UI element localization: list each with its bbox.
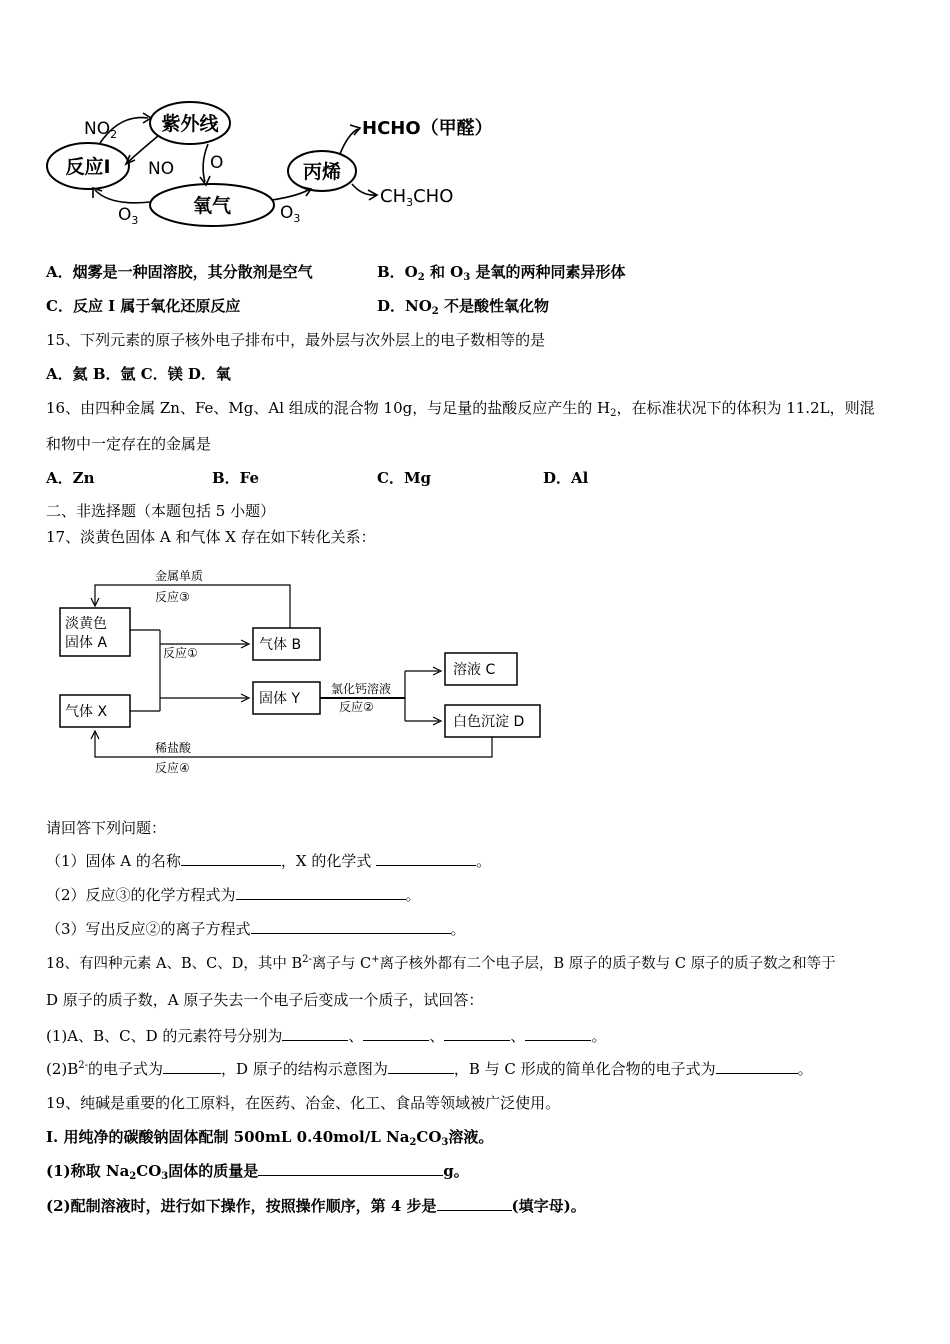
blank-element-b[interactable] bbox=[363, 1026, 429, 1041]
blank-step-4[interactable] bbox=[437, 1196, 512, 1211]
q16-option-c: C．Mg bbox=[377, 469, 432, 487]
q14-option-a: A．烟雾是一种固溶胶，其分散剂是空气 bbox=[46, 263, 313, 281]
q17-part1: （1）固体 A 的名称 ，X 的化学式 。 bbox=[46, 852, 492, 870]
q16-stem-line2: 和物中一定存在的金属是 bbox=[46, 435, 212, 453]
q17-flow-diagram bbox=[55, 565, 550, 780]
reaction2-label: 反应② bbox=[339, 700, 374, 714]
o3-left-label: $O_3$ bbox=[118, 205, 139, 227]
q16-stem: 16、由四种金属 Zn、Fe、Mg、Al 组成的混合物 10g，与足量的盐酸反应产生的 $H_2$，在标准状况下的体积为 11.2L，则混 bbox=[46, 399, 875, 419]
smog-reaction-diagram bbox=[40, 96, 510, 236]
section-2-heading: 二、非选择题（本题包括 5 小题） bbox=[46, 502, 276, 520]
solid-a-line1: 淡黄色 bbox=[65, 616, 107, 632]
q16-option-d: D．Al bbox=[543, 469, 589, 487]
hcho-label: HCHO（甲醛） bbox=[362, 118, 493, 139]
q17-part2: （2）反应③的化学方程式为 。 bbox=[46, 886, 421, 904]
q19-stem: 19、纯碱是重要的化工原料，在医药、冶金、化工、食品等领域被广泛使用。 bbox=[46, 1094, 561, 1112]
blank-d-structure[interactable] bbox=[388, 1059, 454, 1074]
blank-element-a[interactable] bbox=[282, 1026, 348, 1041]
blank-element-c[interactable] bbox=[444, 1026, 510, 1041]
solid-a-line2: 固体 A bbox=[65, 635, 108, 651]
reaction1-label: 反应① bbox=[163, 646, 198, 660]
gas-b-label: 气体 B bbox=[259, 637, 302, 653]
o-label: O bbox=[210, 153, 224, 173]
q18-part2: $(2)B^{2-}$的电子式为 ，D 原子的结构示意图为 ，B 与 C 形成的简单化合物的电子式为 。 bbox=[46, 1060, 813, 1078]
q15-stem: 15、下列元素的原子核外电子排布中，最外层与次外层上的电子数相等的是 bbox=[46, 331, 546, 349]
q14-option-c: C．反应 I 属于氧化还原反应 bbox=[46, 297, 241, 315]
no2-label: $NO_2$ bbox=[84, 119, 118, 141]
solution-c-label: 溶液 C bbox=[453, 662, 496, 678]
blank-solid-a-name[interactable] bbox=[181, 851, 281, 866]
solid-y-label: 固体 Y bbox=[259, 691, 301, 707]
q14-option-d: D．$NO_2$ 不是酸性氧化物 bbox=[377, 297, 550, 317]
q17-stem: 17、淡黄色固体 A 和气体 X 存在如下转化关系： bbox=[46, 528, 376, 546]
gas-x-label: 气体 X bbox=[65, 704, 108, 720]
hcl-label: 稀盐酸 bbox=[155, 741, 192, 755]
blank-bc-electron-formula[interactable] bbox=[716, 1059, 798, 1074]
precipitate-d-label: 白色沉淀 D bbox=[453, 714, 525, 730]
blank-na2co3-mass[interactable] bbox=[258, 1161, 443, 1176]
q16-option-b: B．Fe bbox=[212, 469, 260, 487]
cacl2-label: 氯化钙溶液 bbox=[331, 682, 392, 696]
reaction1-label: 反应I bbox=[65, 156, 111, 178]
q18-stem-line1: 18、有四种元素 A、B、C、D，其中 $B^{2-}$离子与 C+离子核外都有二个电子层，B 原子的质子数与 C 原子的质子数之和等于 bbox=[46, 954, 836, 972]
q19-part1: (1)称取 $Na_2CO_3$固体的质量是 g。 bbox=[46, 1162, 469, 1182]
propene-label: 丙烯 bbox=[302, 161, 342, 183]
no-label: NO bbox=[148, 159, 175, 179]
q14-option-b: B．$O_2$ 和 $O_3$ 是氧的两种同素异形体 bbox=[377, 263, 626, 283]
q16-option-a: A．Zn bbox=[46, 469, 95, 487]
blank-b-electron-formula[interactable] bbox=[163, 1059, 221, 1074]
metal-label: 金属单质 bbox=[155, 569, 204, 583]
q17-part3: （3）写出反应②的离子方程式 。 bbox=[46, 920, 466, 938]
q19-part2: (2)配制溶液时，进行如下操作，按照操作顺序，第 4 步是 (填字母)。 bbox=[46, 1197, 586, 1215]
q15-options: A．氦 B．氩 C．镁 D．氧 bbox=[46, 365, 231, 383]
reaction4-label: 反应④ bbox=[155, 761, 190, 775]
blank-reaction2-ionic[interactable] bbox=[251, 919, 451, 934]
o3-right-label: $O_3$ bbox=[280, 203, 301, 225]
oxygen-label: 氧气 bbox=[192, 195, 232, 217]
blank-x-formula[interactable] bbox=[376, 851, 476, 866]
q17-intro: 请回答下列问题： bbox=[46, 819, 167, 837]
uv-label: 紫外线 bbox=[161, 113, 219, 135]
q18-stem-line2: D 原子的质子数，A 原子失去一个电子后变成一个质子，试回答： bbox=[46, 991, 484, 1009]
ch3cho-label: $CH_3CHO$ bbox=[380, 186, 454, 209]
blank-element-d[interactable] bbox=[525, 1026, 591, 1041]
q18-part1: (1)A、B、C、D 的元素符号分别为 、 、 、 。 bbox=[46, 1027, 607, 1045]
blank-reaction3-equation[interactable] bbox=[236, 885, 406, 900]
reaction3-label: 反应③ bbox=[155, 590, 190, 604]
q19-part-i: I. 用纯净的碳酸钠固体配制 500mL 0.40mol/L $Na_2CO_3$溶液。 bbox=[46, 1128, 494, 1148]
